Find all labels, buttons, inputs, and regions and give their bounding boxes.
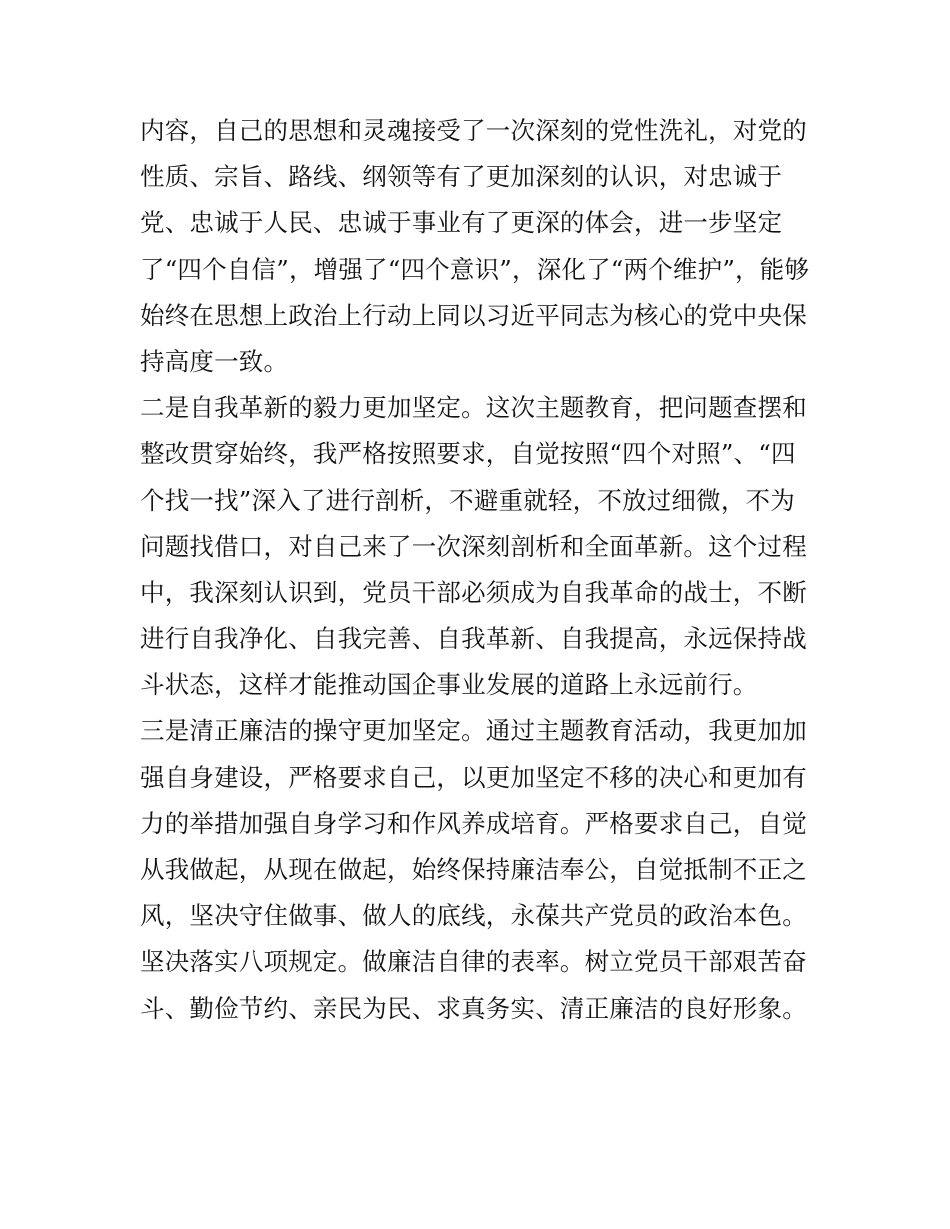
- text-line: 中，我深刻认识到，党员干部必须成为自我革命的战士，不断: [140, 577, 807, 607]
- text-line: 了“四个自信”，增强了“四个意识”，深化了“两个维护”，能够: [140, 254, 810, 284]
- text-line: 二是自我革新的毅力更加坚定。这次主题教育，把问题查摆和: [140, 393, 807, 423]
- body-text: [140, 108, 820, 1032]
- text-line: 党、忠诚于人民、忠诚于事业有了更深的体会，进一步坚定: [140, 208, 783, 238]
- text-line: 力的举措加强自身学习和作风养成培育。严格要求自己，自觉: [140, 808, 807, 838]
- text-line: 问题找借口，对自己来了一次深刻剖析和全面革新。这个过程: [140, 531, 807, 561]
- text-line: 内容，自己的思想和灵魂接受了一次深刻的党性洗礼，对党的: [140, 116, 807, 145]
- text-line: 持高度一致。: [140, 346, 289, 376]
- text-line: 整改贯穿始终，我严格按照要求，自觉按照“四个对照”、“四: [140, 439, 796, 469]
- text-line: 始终在思想上政治上行动上同以习近平同志为核心的党中央保: [140, 300, 807, 330]
- text-line: 性质、宗旨、路线、纲领等有了更加深刻的认识，对忠诚于: [140, 162, 783, 192]
- text-line: 从我做起，从现在做起，始终保持廉洁奉公，自觉抵制不正之: [140, 855, 807, 884]
- text-line: 个找一找”深入了进行剖析，不避重就轻，不放过细微，不为: [140, 485, 795, 515]
- text-line: 强自身建设，严格要求自己，以更加坚定不移的决心和更加有: [140, 762, 807, 792]
- text-line: 进行自我净化、自我完善、自我革新、自我提高，永远保持战: [140, 624, 807, 654]
- text-line: 风，坚决守住做事、做人的底线，永葆共产党员的政治本色。: [140, 901, 807, 931]
- text-line: 斗状态，这样才能推动国企事业发展的道路上永远前行。: [140, 670, 758, 700]
- text-line: 斗、勤俭节约、亲民为民、求真务实、清正廉洁的良好形象。: [140, 993, 807, 1023]
- text-line: 三是清正廉洁的操守更加坚定。通过主题教育活动，我更加加: [140, 716, 807, 746]
- text-line: 坚决落实八项规定。做廉洁自律的表率。树立党员干部艰苦奋: [140, 947, 807, 977]
